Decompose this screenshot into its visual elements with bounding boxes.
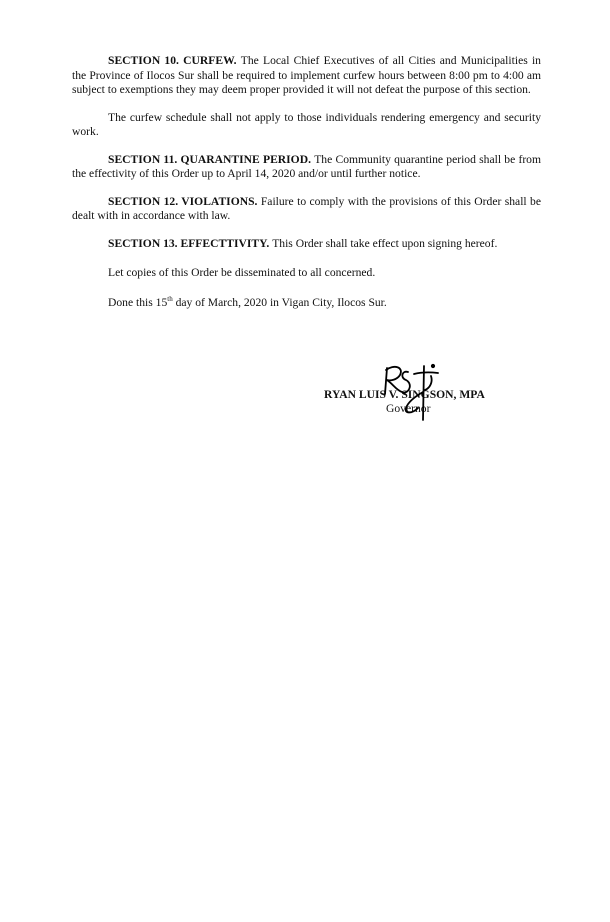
done-text-before: Done this 15 bbox=[108, 295, 168, 309]
done-text-superscript: th bbox=[167, 294, 173, 303]
section-13-paragraph bbox=[72, 237, 541, 252]
section-12-text: Failure to comply with the provisions of this Order shall be dealt with in accordance with law. bbox=[72, 194, 541, 222]
copies-paragraph bbox=[72, 266, 541, 281]
section-11-heading: SECTION 11. QUARANTINE PERIOD. bbox=[108, 152, 315, 166]
done-text-after: day of March, 2020 in Vigan City, Ilocos Sur. bbox=[172, 295, 387, 309]
signatory-title: Governor bbox=[386, 402, 431, 415]
section-12-paragraph bbox=[72, 195, 541, 224]
document-page bbox=[72, 54, 541, 323]
curfew-exemption-text: The curfew schedule shall not apply to those individuals rendering emergency and security work. bbox=[72, 110, 541, 138]
section-10-text: The Local Chief Executives of all Cities and Municipalities in the Province of Ilocos Sur shall be required to implement curfew hours between 8:00 pm to 4:00 am subject to exemptions they may deem proper provided it will not defeat the purpose of this section. bbox=[72, 54, 541, 96]
curfew-exemption-paragraph bbox=[72, 111, 541, 140]
section-10-paragraph bbox=[72, 54, 541, 98]
done-paragraph bbox=[72, 296, 541, 311]
section-13-heading: SECTION 13. EFFECTTIVITY. bbox=[108, 236, 273, 250]
section-10-heading: SECTION 10. CURFEW. bbox=[108, 54, 241, 67]
section-11-paragraph bbox=[72, 153, 541, 182]
handwritten-signature-icon bbox=[378, 362, 448, 424]
copies-text: Let copies of this Order be disseminated to all concerned. bbox=[108, 266, 376, 279]
section-12-heading: SECTION 12. VIOLATIONS. bbox=[108, 194, 261, 208]
signatory-name: RYAN LUIS V. SINGSON, MPA bbox=[324, 388, 485, 401]
section-13-text: This Order shall take effect upon signing hereof. bbox=[272, 236, 498, 250]
section-11-text: The Community quarantine period shall be from the effectivity of this Order up to April 14, 2020 and/or until further notice. bbox=[72, 152, 541, 180]
